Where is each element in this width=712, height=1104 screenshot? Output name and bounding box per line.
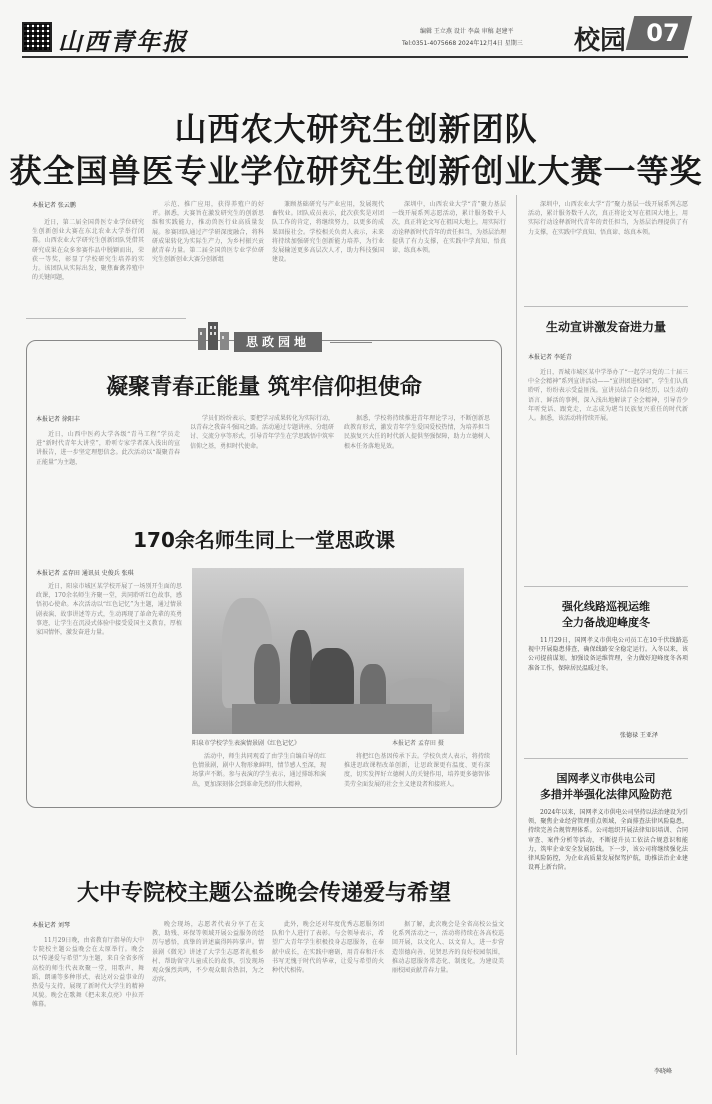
bottom-article-headline: 大中专院校主题公益晚会传递爱与希望 <box>76 881 451 906</box>
right-article2-credit: 张德禄 王亚泽 <box>620 732 658 739</box>
bottom-article-col2: 晚会现场，志愿者代表分享了在支教、助残、环保等领域开展公益服务的经历与感悟，真挚的讲述赢得阵阵掌声。情景剧《微光》讲述了大学生志愿者扎根乡村、帮助留守儿童成长的故事，引发现场观众强烈共鸣，不少观众眼含热泪，为之动容。 <box>152 921 264 984</box>
photo-credit: 本报记者 孟存田 摄 <box>392 740 444 747</box>
masthead-logo: 山西青年报 <box>58 27 188 56</box>
top-article-col2: 示范、推广应用，获得养殖户的好评。据悉，大赛旨在激发研究生的创新思维和实践能力，推动兽医行业高质量发展。参赛团队通过产学研深度融合，将科研成果转化为实际生产力，为乡村振兴贡献青春力量。第二届全国兽医专业学位研究生创新创业大赛分创新组 <box>152 201 264 264</box>
szyd-article2-col3: 将把红色基因传承下去。学校负责人表示，将持续推进思政课程改革创新，让思政课更有温度、更有深度，切实发挥好立德树人的关键作用，培养更多德智体美劳全面发展的社会主义建设者和接班人。 <box>344 753 490 788</box>
header-divider <box>22 56 688 58</box>
section-name: 校园 <box>574 26 627 56</box>
szyd-article1-headline: 凝聚青春正能量 筑牢信仰担使命 <box>106 375 422 400</box>
right-article1-byline: 本报记者 李延青 <box>528 354 572 361</box>
szyd-badge: 思政园地 <box>234 332 322 352</box>
right-article2-body: 11月29日，国网孝义市供电公司员工在10千伏线路巡视中开展隐患排查，确保线路安全稳定运行。入冬以来，该公司提前谋划，加强设备运维管理，全力做好迎峰度冬各项准备工作，保障居民温暖过冬。 <box>528 637 688 672</box>
right-article2-headline-line2: 全力备战迎峰度冬 <box>562 616 650 629</box>
page-number: 07 <box>646 19 680 47</box>
right-article3-headline-line2: 多措并举强化法律风险防范 <box>540 788 672 801</box>
right-article1-body: 近日，晋城市城区某中学举办了“一起学习党的二十届三中全会精神”系列宣讲活动——“宣讲团进校园”，学生们认真聆听，纷纷表示受益匪浅。宣讲员结合自身经历，以生动的语言、鲜活的事例，深入浅出地解读了全会精神，引导青少年听党话、跟党走，立志成为堪当民族复兴重任的时代新人。据悉，该活动将持续开展。 <box>528 369 688 423</box>
szyd-article2-col1: 近日，阳泉市城区某学校开展了一场别开生面的思政课，170余名师生齐聚一堂，共同聆听红色故事，感悟初心使命。本次活动以“红色记忆”为主题，通过情景剧表演、故事讲述等方式，生动再现了革命先辈的英勇事迹，让学生在沉浸式体验中接受爱国主义教育，厚植家国情怀，激发奋进力量。 <box>36 583 182 637</box>
right-rule-2 <box>524 586 688 587</box>
qr-code-icon <box>22 22 52 52</box>
photo-caption: 阳泉市学校学生表演情景剧《红色记忆》 <box>192 740 301 747</box>
right-article1-headline: 生动宣讲激发奋进力量 <box>545 320 666 334</box>
main-headline-line2: 获全国兽医专业学位研究生创新创业大赛一等奖 <box>9 152 703 190</box>
szyd-article1-col3: 据悉，学校将持续推进青年理论学习，不断创新思政教育形式，激发青年学生爱国爱校热情，为培养担当民族复兴大任的时代新人提供坚强保障，助力立德树人根本任务落地见效。 <box>344 415 490 450</box>
bottom-article-col4: 据了解，此次晚会是全省高校公益文化系列活动之一，活动将持续在各高校巡回开展，以文化人、以文育人，进一步营造崇德向善、见贤思齐的良好校园氛围，推动志愿服务常态化、制度化，为建设美丽校园贡献青春力量。 <box>392 921 504 975</box>
right-article3-headline-line1: 国网孝义市供电公司 <box>556 772 656 785</box>
top-article-col5: 深圳中，山西农业大学“青”聚力基层一线开展系列志愿活动，累计服务数千人次，真正将论文写在祖国大地上，用实际行动诠释新时代青年的责任担当，为基层治理提供了有力支撑，在实践中学真知、悟真谛、练真本领。 <box>528 201 688 236</box>
news-photo <box>192 568 464 734</box>
top-article-col3: 兼顾基础研究与产业应用，发展现代畜牧业。团队成员表示，此次获奖是对团队工作的肯定，将继续努力，以更多的成果回报社会。学校相关负责人表示，未来将持续加强研究生创新能力培养，为行业发展输送更多高层次人才，助力科技强国建设。 <box>272 201 384 264</box>
right-article2-headline-line1: 强化线路巡视运维 <box>562 600 650 613</box>
szyd-article2-headline: 170余名师生同上一堂思政课 <box>133 528 395 552</box>
bottom-article-byline: 本报记者 刘琴 <box>32 922 70 929</box>
top-article-col1: 近日，第二届全国兽医专业学位研究生创新创业大赛在东北农业大学举行闭幕。山西农业大学研究生创新团队凭借其研究成果在众多参赛作品中脱颖而出，荣获一等奖，彰显了学校研究生培养的实力。该团队从实际出发，聚焦畜禽养殖中的关键问题， <box>32 219 144 282</box>
right-rule-3 <box>524 758 688 759</box>
szyd-article1-byline: 本报记者 徐阳丰 <box>36 416 80 423</box>
bottom-article-col3: 此外，晚会还对年度优秀志愿服务团队和个人进行了表彰。与会领导表示，希望广大青年学生积极投身志愿服务，在奉献中成长，在实践中磨砺，用青春和汗水书写无愧于时代的华章，让爱与希望的火种代代相传。 <box>272 921 384 975</box>
right-rule-1 <box>524 306 688 307</box>
issue-date-line: Tel:0351-4075668 2024年12月4日 星期三 <box>402 40 523 47</box>
main-headline-line1: 山西农大研究生创新团队 <box>174 110 538 148</box>
building-icon <box>196 318 232 352</box>
bottom-article-col1: 11月29日晚，由省教育厅指导的大中专院校主题公益晚会在太原举行。晚会以“传递爱与希望”为主题，来自全省多所高校的师生代表欢聚一堂，用歌声、舞蹈、朗诵等多种形式，表达对公益事业的热爱与支持，展现了新时代大学生的精神风貌。晚会在歌舞《把未来点亮》中拉开帷幕。 <box>32 937 144 1009</box>
szyd-badge-rule <box>330 342 372 343</box>
szyd-article1-col1: 近日，山西中医药大学各级“青马工程”学员走进“新时代青年大讲堂”，聆听专家学者深入浅出的宣讲报告，进一步坚定理想信念。此次活动以“凝聚青春正能量”为主题， <box>36 431 180 466</box>
szyd-article1-col2: 学员们纷纷表示，要把学习成果转化为实际行动，以青春之我奋斗强国之路。活动通过专题讲座、分组研讨、交流分享等形式，引导青年学生在学思践悟中筑牢信仰之基，勇担时代使命。 <box>190 415 334 450</box>
right-article3-credit: 李晓峰 <box>654 1068 673 1075</box>
top-article-byline: 本报记者 张云鹏 <box>32 202 76 209</box>
szyd-article2-byline: 本报记者 孟存田 通讯员 史俊兵 张琪 <box>36 570 134 577</box>
page-header <box>0 0 712 62</box>
section-rule-left <box>26 318 186 319</box>
top-article-col4: 深圳中，山西农业大学“青”聚力基层一线开展系列志愿活动，累计服务数千人次，真正将论文写在祖国大地上，用实际行动诠释新时代青年的责任担当，为基层治理提供了有力支撑，在实践中学真知、悟真谛、练真本领。 <box>392 201 506 255</box>
column-divider <box>516 195 517 1055</box>
szyd-article2-col2: 活动中，师生共同观看了由学生自编自导的红色情景剧，剧中人物形象鲜明，情节感人至深，现场掌声不断。参与表演的学生表示，通过排练和演出，更加深刻体会到革命先烈的伟大精神， <box>192 753 326 788</box>
editor-credits: 编辑 王立燕 设计 李焱 审稿 赵建平 <box>420 28 514 35</box>
right-article3-body: 2024年以来，国网孝义市供电公司坚持以法治建设为引领，聚焦企业经营管理重点领域，全面排查法律风险隐患，持续完善合规管理体系。公司组织开展法律知识培训、合同审查、案件分析等活动，不断提升员工依法合规意识和能力，筑牢企业安全发展防线。下一步，该公司将继续强化法律风险防控，为企业高质量发展保驾护航，助推法治企业建设再上新台阶。 <box>528 809 688 872</box>
